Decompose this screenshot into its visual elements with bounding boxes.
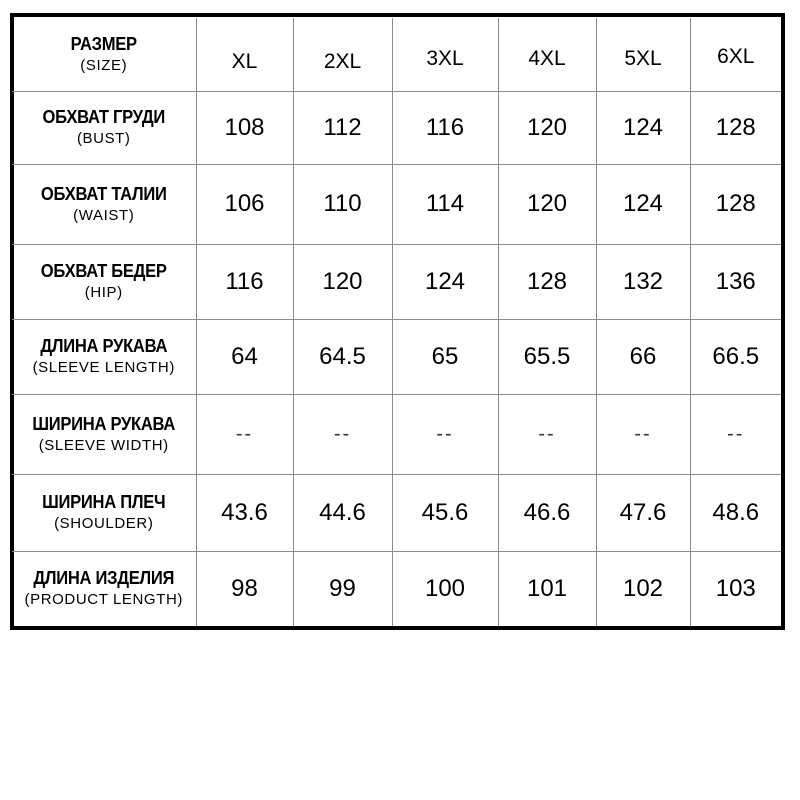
row-label-en: (SLEEVE WIDTH) xyxy=(38,436,169,454)
value-cell: 108 xyxy=(196,91,293,164)
header-row xyxy=(12,18,781,91)
row-label-cell xyxy=(12,91,196,164)
value-cell: 44.6 xyxy=(293,474,392,551)
value-cell: 102 xyxy=(596,551,690,626)
size-header-2xl: 2XL xyxy=(293,18,392,91)
value-cell: 100 xyxy=(392,551,498,626)
value-cell: 101 xyxy=(498,551,596,626)
table-row xyxy=(12,164,781,244)
value-cell: 103 xyxy=(715,574,756,602)
value-cell: 120 xyxy=(498,164,596,244)
row-label: ДЛИНА РУКАВА xyxy=(40,336,168,356)
value-cell: 64 xyxy=(196,319,293,394)
value-cell: 128 xyxy=(690,91,781,164)
value-cell: 66 xyxy=(596,319,690,394)
size-label-en: (SIZE) xyxy=(80,56,128,74)
row-label-cell xyxy=(12,319,196,394)
size-header-4xl: 4XL xyxy=(498,18,596,91)
size-chart-table xyxy=(12,18,781,626)
value-cell: 48.6 xyxy=(690,474,781,551)
size-label: РАЗМЕР xyxy=(70,33,137,54)
value-cell: -- xyxy=(498,394,596,474)
row-label: ОБХВАТ БЕДЕР xyxy=(40,261,167,281)
value-cell: 65.5 xyxy=(498,319,596,394)
value-cell: 116 xyxy=(392,91,498,164)
value-cell: 47.6 xyxy=(596,474,690,551)
row-label-cell xyxy=(12,394,196,474)
value-cell: -- xyxy=(690,394,781,474)
row-label-cell xyxy=(12,551,196,626)
row-label: ДЛИНА ИЗДЕЛИЯ xyxy=(33,568,175,589)
row-label: ШИРИНА РУКАВА xyxy=(32,413,176,434)
value-cell: -- xyxy=(196,394,293,474)
value-cell: 112 xyxy=(293,91,392,164)
value-cell: 46.6 xyxy=(498,474,596,551)
value-cell: -- xyxy=(596,394,690,474)
row-label-en: (PRODUCT LENGTH) xyxy=(24,591,183,609)
table-row xyxy=(12,474,781,551)
table-row xyxy=(12,551,781,626)
size-header-xl: XL xyxy=(196,18,293,91)
table-row xyxy=(12,244,781,319)
value-cell: 120 xyxy=(293,244,392,319)
row-label-cell xyxy=(12,164,196,244)
row-label-cell xyxy=(12,244,196,319)
row-label-en: (WAIST) xyxy=(73,206,135,224)
row-label-cell xyxy=(12,474,196,551)
table-row xyxy=(12,394,781,474)
value-cell: 124 xyxy=(392,244,498,319)
value-cell: 116 xyxy=(196,244,293,319)
size-label-cell xyxy=(12,18,196,91)
row-label: ШИРИНА ПЛЕЧ xyxy=(42,492,166,512)
value-cell: 64.5 xyxy=(293,319,392,394)
size-header-5xl: 5XL xyxy=(596,18,690,91)
value-cell: 43.6 xyxy=(196,474,293,551)
value-cell: 136 xyxy=(690,244,781,319)
value-cell: -- xyxy=(392,394,498,474)
value-cell: 114 xyxy=(392,164,498,244)
size-header-3xl: 3XL xyxy=(392,18,498,91)
row-label-en: (SLEEVE LENGTH) xyxy=(32,359,175,376)
value-cell: 124 xyxy=(596,164,690,244)
value-cell: 65 xyxy=(392,319,498,394)
row-label: ОБХВАТ ГРУДИ xyxy=(42,107,165,127)
value-cell: -- xyxy=(293,394,392,474)
size-header-6xl: 6XL xyxy=(690,18,781,91)
row-label-en: (BUST) xyxy=(76,130,131,147)
value-cell: 45.6 xyxy=(392,474,498,551)
value-cell: 120 xyxy=(498,91,596,164)
row-label-en: (HIP) xyxy=(84,284,123,301)
value-cell: 99 xyxy=(293,551,392,626)
row-label: ОБХВАТ ТАЛИИ xyxy=(40,183,167,204)
table-row xyxy=(12,319,781,394)
table-row xyxy=(12,91,781,164)
value-cell: 124 xyxy=(596,91,690,164)
row-label-en: (SHOULDER) xyxy=(54,515,154,532)
value-cell: 66.5 xyxy=(690,319,781,394)
value-cell: 132 xyxy=(596,244,690,319)
value-cell: 98 xyxy=(196,551,293,626)
value-cell: 110 xyxy=(293,164,392,244)
value-cell: 106 xyxy=(196,164,293,244)
value-cell: 128 xyxy=(690,164,781,244)
value-cell: 128 xyxy=(498,244,596,319)
